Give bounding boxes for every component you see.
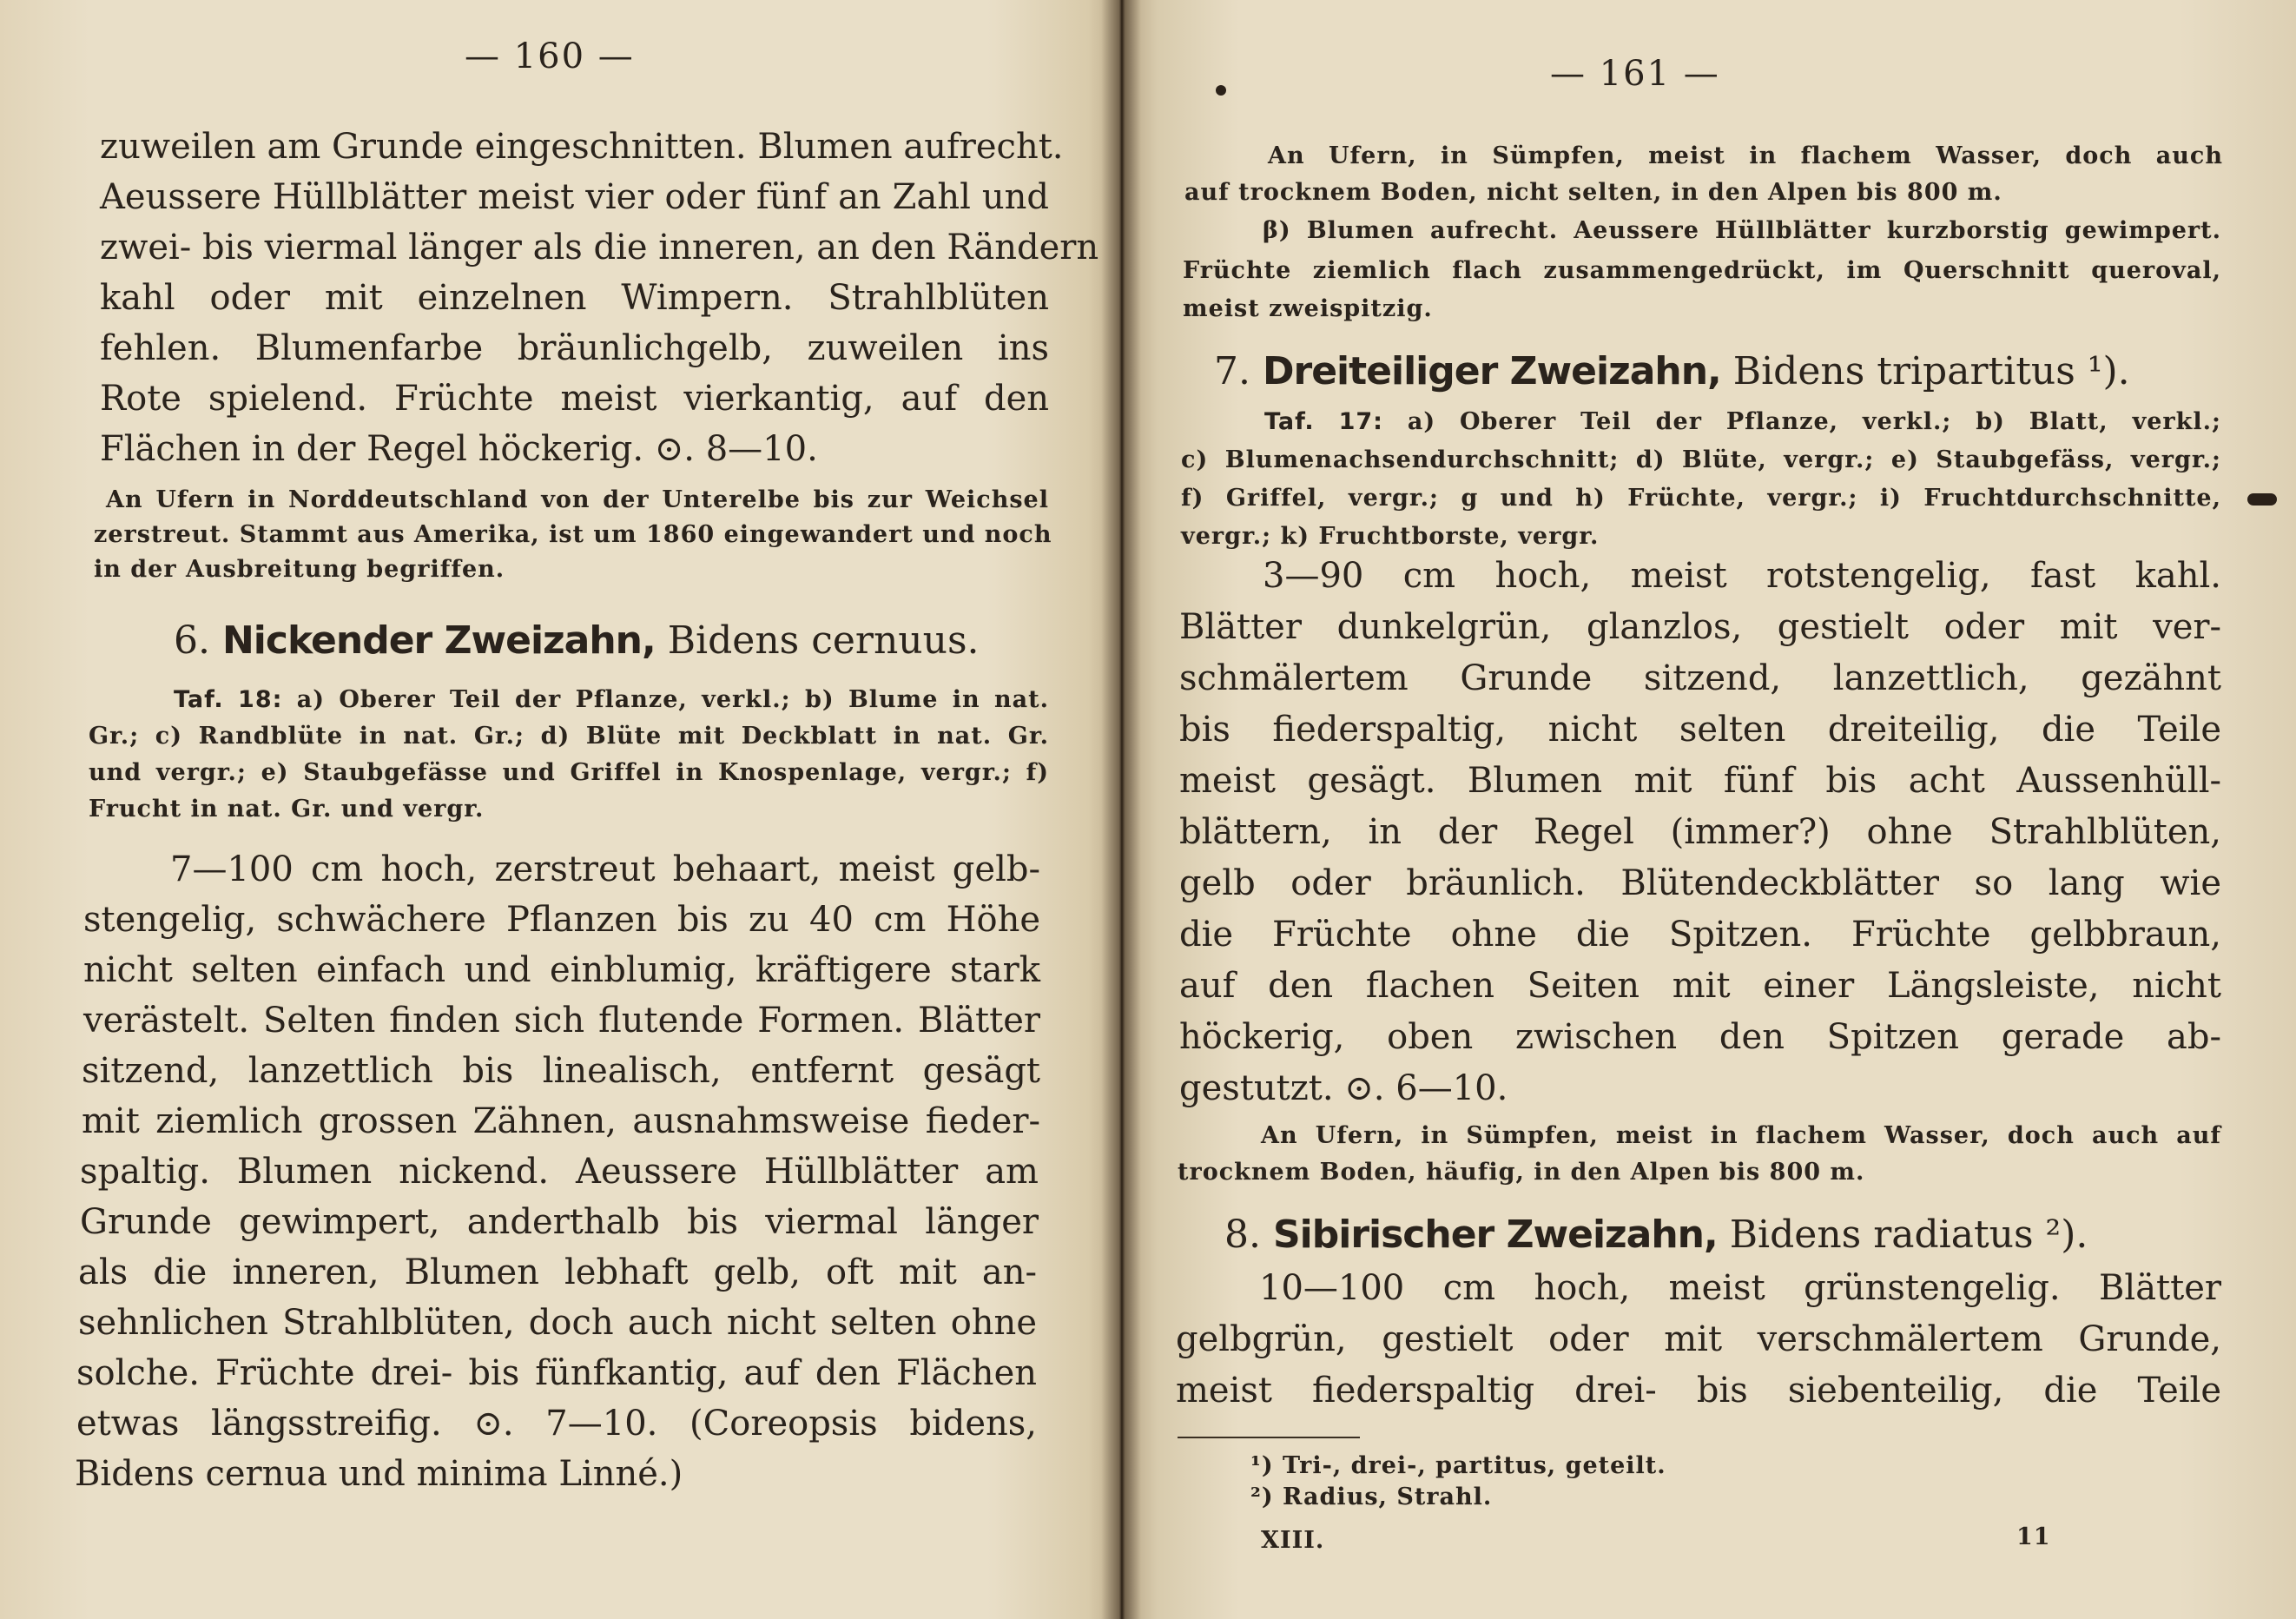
text-line: gelb oder bräunlich. Blütendeckblätter so lang wie <box>1179 863 2221 903</box>
text-line: schmälertem Grunde sitzend, lanzettlich, gezähnt <box>1179 658 2221 698</box>
text-line: zuweilen am Grunde eingeschnitten. Blumen aufrecht. <box>100 127 1064 167</box>
heading-latin: Bidens cernuus. <box>667 618 980 663</box>
taf-line-first <box>174 686 1049 713</box>
taf-label: Taf. 18: <box>174 686 283 713</box>
footnote: ¹) Tri-, drei-, partitus, geteilt. <box>1250 1452 1666 1479</box>
text-line: Bidens cernua und minima Linné.) <box>75 1454 683 1494</box>
footnote-rule <box>1178 1437 1360 1438</box>
text-line: die Früchte ohne die Spitzen. Früchte gelbbraun, <box>1179 915 2221 955</box>
text-line: Aeussere Hüllblätter meist vier oder fünf an Zahl und <box>100 177 1049 217</box>
note-line: auf trocknem Boden, nicht selten, in den Alpen bis 800 m. <box>1184 179 2002 206</box>
taf-line: Frucht in nat. Gr. und vergr. <box>89 796 485 823</box>
text-line: spaltig. Blumen nickend. Aeussere Hüllblätter am <box>80 1152 1039 1192</box>
sheet-number: 11 <box>2016 1523 2051 1550</box>
text-line: 10—100 cm hoch, meist grünstengelig. Blätter <box>1259 1268 2221 1308</box>
text-line: auf den flachen Seiten mit einer Längsleiste, nicht <box>1179 966 2221 1006</box>
heading-sibirischer-zweizahn <box>1224 1213 2088 1257</box>
text-line: solche. Früchte drei- bis fünfkantig, auf den Flächen <box>76 1353 1037 1393</box>
heading-name: Sibirischer Zweizahn, <box>1272 1213 1718 1257</box>
text-line: fehlen. Blumenfarbe bräunlichgelb, zuweilen ins <box>100 328 1049 368</box>
text-line: gestutzt. ⊙. 6—10. <box>1179 1068 1508 1108</box>
taf-line: vergr.; k) Fruchtborste, vergr. <box>1181 523 1600 550</box>
taf-label: Taf. 17: <box>1264 408 1383 435</box>
note-line: An Ufern, in Sümpfen, meist in flachem Wasser, doch auch <box>1268 142 2223 169</box>
text-line: 7—100 cm hoch, zerstreut behaart, meist gelb- <box>170 849 1040 889</box>
text-line: als die inneren, Blumen lebhaft gelb, oft mit an- <box>78 1252 1037 1292</box>
heading-number: 6. <box>174 618 210 663</box>
text-line: Blätter dunkelgrün, glanzlos, gestielt oder mit ver- <box>1179 607 2221 647</box>
text-line: höckerig, oben zwischen den Spitzen gerade ab- <box>1179 1017 2221 1057</box>
taf-line: Gr.; c) Randblüte in nat. Gr.; d) Blüte mit Deckblatt in nat. Gr. <box>89 723 1049 750</box>
text-line: meist gesägt. Blumen mit fünf bis acht Aussenhüll- <box>1179 761 2221 801</box>
signature-mark: XIII. <box>1261 1527 1325 1554</box>
left-page <box>0 0 1122 1619</box>
text-line: sitzend, lanzettlich bis linealisch, entfernt gesägt <box>82 1051 1040 1091</box>
text-line: stengelig, schwächere Pflanzen bis zu 40 cm Höhe <box>83 900 1040 940</box>
text-line: 3—90 cm hoch, meist rotstengelig, fast kahl. <box>1263 556 2221 596</box>
text-line: meist fiederspaltig drei- bis siebenteilig, die Teile <box>1176 1371 2221 1411</box>
taf-line: f) Griffel, vergr.; g und h) Früchte, vergr.; i) Fruchtdurchschnitte, <box>1181 485 2221 512</box>
text-line: etwas längsstreifig. ⊙. 7—10. (Coreopsis bidens, <box>76 1404 1037 1444</box>
taf-text: a) Oberer Teil der Pflanze, verkl.; b) Blatt, verkl.; <box>1407 408 2221 435</box>
heading-name: Nickender Zweizahn, <box>221 618 656 663</box>
heading-number: 8. <box>1224 1213 1261 1257</box>
note-line: meist zweispitzig. <box>1183 295 1433 322</box>
heading-nickender-zweizahn <box>174 618 980 663</box>
text-line: verästelt. Selten finden sich flutende Formen. Blätter <box>83 1001 1040 1041</box>
text-line: bis fiederspaltig, nicht selten dreiteilig, die Teile <box>1179 710 2221 750</box>
heading-latin: Bidens radiatus ²). <box>1729 1213 2088 1257</box>
note-line: Früchte ziemlich flach zusammengedrückt, im Querschnitt queroval, <box>1183 257 2221 284</box>
taf-line: c) Blumenachsendurchschnitt; d) Blüte, vergr.; e) Staubgefäss, vergr.; <box>1181 446 2221 473</box>
heading-latin: Bidens tripartitus ¹). <box>1732 349 2130 393</box>
ink-spot <box>2247 493 2277 506</box>
page-number: — 161 — <box>1550 54 1720 94</box>
text-line: nicht selten einfach und einblumig, kräftigere stark <box>83 950 1040 990</box>
text-line: blättern, in der Regel (immer?) ohne Strahlblüten, <box>1179 812 2221 852</box>
heading-number: 7. <box>1214 349 1250 393</box>
text-line: Rote spielend. Früchte meist vierkantig, auf den <box>100 379 1049 419</box>
note-line: zerstreut. Stammt aus Amerika, ist um 1860 eingewandert und noch <box>94 521 1052 548</box>
note-line: An Ufern in Norddeutschland von der Unterelbe bis zur Weichsel <box>106 486 1049 513</box>
note-line: An Ufern, in Sümpfen, meist in flachem Wasser, doch auch auf <box>1261 1122 2221 1149</box>
book-gutter <box>1101 0 1141 1619</box>
ink-spot <box>1216 85 1226 96</box>
page-number: — 160 — <box>465 36 635 76</box>
taf-text: a) Oberer Teil der Pflanze, verkl.; b) Blume in nat. <box>296 686 1049 713</box>
text-line: sehnlichen Strahlblüten, doch auch nicht selten ohne <box>78 1303 1037 1343</box>
note-line: β) Blumen aufrecht. Aeussere Hüllblätter kurzborstig gewimpert. <box>1263 217 2221 244</box>
note-line: trocknem Boden, häufig, in den Alpen bis 800 m. <box>1178 1159 1865 1186</box>
taf-line: und vergr.; e) Staubgefässe und Griffel in Knospenlage, vergr.; f) <box>89 759 1049 786</box>
text-line: zwei- bis viermal länger als die inneren, an den Rändern <box>100 228 1099 268</box>
note-line: in der Ausbreitung begriffen. <box>94 556 505 583</box>
taf-line-first <box>1264 408 2221 435</box>
text-line: Grunde gewimpert, anderthalb bis viermal länger <box>80 1202 1039 1242</box>
text-line: Flächen in der Regel höckerig. ⊙. 8—10. <box>100 429 818 469</box>
heading-dreiteiliger-zweizahn <box>1214 349 2130 393</box>
heading-name: Dreiteiliger Zweizahn, <box>1262 349 1721 393</box>
text-line: mit ziemlich grossen Zähnen, ausnahmsweise fieder- <box>82 1101 1040 1141</box>
footnote: ²) Radius, Strahl. <box>1250 1484 1493 1510</box>
text-line: kahl oder mit einzelnen Wimpern. Strahlblüten <box>100 278 1049 318</box>
text-line: gelbgrün, gestielt oder mit verschmälertem Grunde, <box>1176 1319 2221 1359</box>
right-page <box>1122 0 2296 1619</box>
